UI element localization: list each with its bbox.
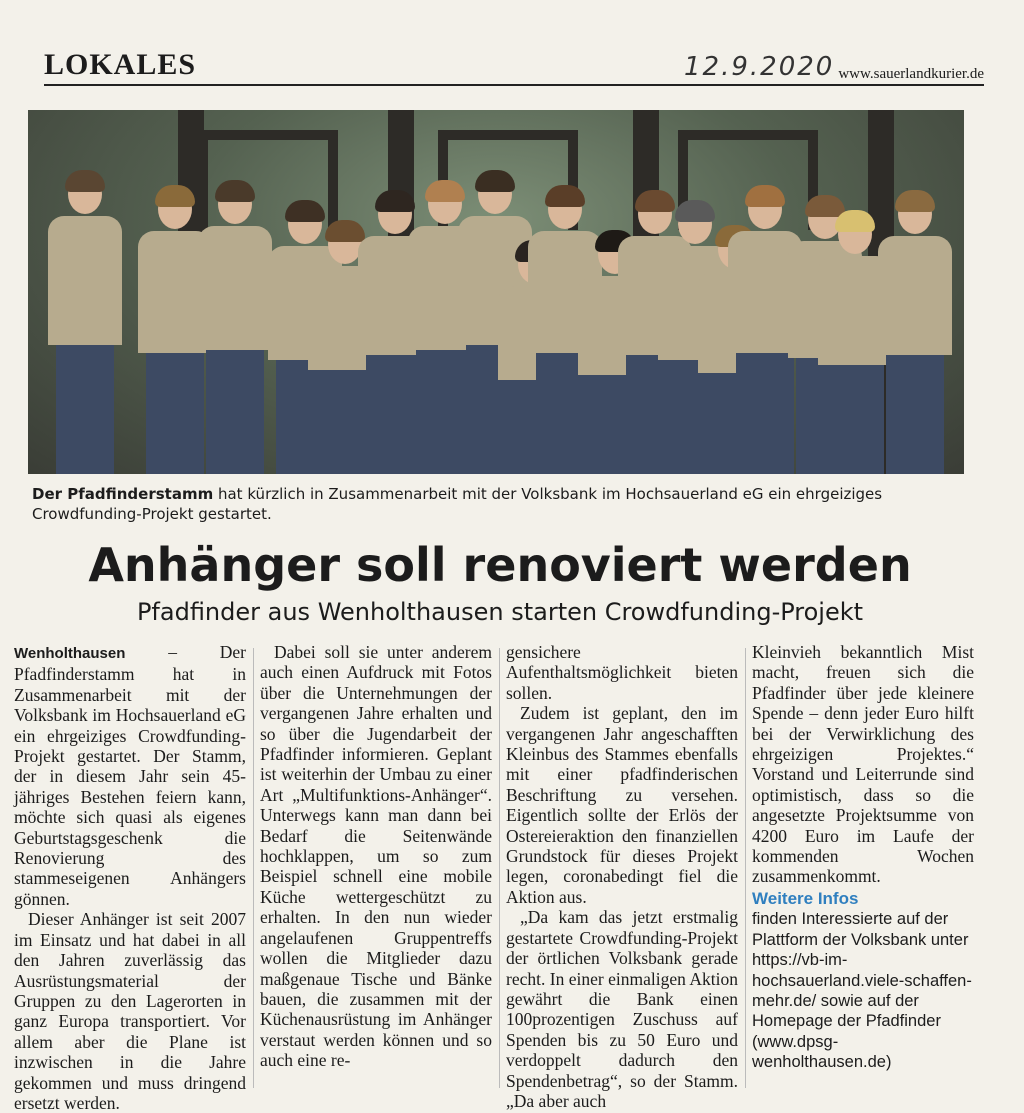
article-subheadline: Pfadfinder aus Wenholthausen starten Crowdfunding-Projekt — [136, 598, 864, 626]
scout-hair — [215, 180, 255, 202]
website-url: www.sauerlandkurier.de — [838, 66, 984, 82]
dateline-place: Wenholthausen — [14, 645, 126, 662]
scout-legs — [736, 353, 794, 474]
scout-figure — [878, 194, 952, 474]
scout-figure — [198, 184, 272, 474]
info-box-text: finden Interessierte auf der Plattform der Volksbank unter https://vb-im-hochsauerland.viele-schaffen-mehr.de/ sowie auf der Homepage der Pfadfinder (www.dpsg-wenholthausen.de) — [752, 910, 972, 1072]
group-photo — [28, 110, 964, 474]
paragraph: „Da kam das jetzt erstmalig gestartete Crowdfunding-Projekt der örtlichen Volksbank gerade recht. In einer einmaligen Aktion gewährt die Bank einen 100prozentigen Zuschuss auf Spenden bis zu 50 Euro und verdoppelt dadurch den Spendenbetrag“, so der Stamm. „Da aber auch — [506, 907, 738, 1111]
scout-legs — [206, 350, 264, 474]
scout-shirt — [48, 216, 122, 345]
scout-hair — [65, 170, 105, 192]
caption-lead: Der Pfadfinderstamm — [32, 485, 214, 503]
scout-hair — [155, 185, 195, 207]
caption-text: hat kürzlich in Zusammenarbeit mit der Volksbank im Hochsauerland eG ein ehrgeiziges Crowdfunding-Projekt gestartet. — [32, 485, 883, 523]
scout-shirt — [878, 236, 952, 355]
handwritten-date: 12.9.2020 — [684, 52, 835, 82]
scout-hair — [285, 200, 325, 222]
article-column-1 — [14, 642, 246, 1113]
paragraph: gensichere Aufenthaltsmöglichkeit bieten sollen. — [506, 642, 738, 703]
page-header — [44, 44, 984, 86]
scout-legs — [886, 355, 944, 474]
scout-hair — [895, 190, 935, 212]
scout-shirt — [198, 226, 272, 350]
paragraph: Dabei soll sie unter anderem auch einen Aufdruck mit Fotos über die Unternehmungen der vergangenen Jahre erhalten und so über die Jugendarbeit der Pfadfinder informieren. Geplant ist weiterhin der Umbau zu einer Art „Multifunktions-Anhänger“. Unterwegs kann man dann bei Bedarf die Seitenwände hochklappen, um so zum Beispiel schnell eine mobile Küche wettergeschützt zu erhalten. In den nun wieder angelaufenen Gruppentreffs wollen die Mitglieder dazu maßgenaue Tische und Bänke bauen, die zusammen mit der Küchenausrüstung im Anhänger verstaut werden können und so auch eine re- — [260, 642, 492, 1071]
paragraph: Dieser Anhänger ist seit 2007 im Einsatz und hat dabei in all den Jahren zuverlässig das Ausrüstungsmaterial der Gruppen zu den Lagerorten in ganz Europa transportiert. Vor allem aber die Plane ist inzwischen in die Jahre gekommen und muss dringend ersetzt werden. — [14, 909, 246, 1113]
scout-hair — [475, 170, 515, 192]
info-box-title: Weitere Infos — [752, 888, 859, 908]
section-title: LOKALES — [44, 48, 197, 81]
paragraph-text: – Der Pfadfinderstamm hat in Zusammenarbeit mit der Volksbank im Hochsauerland eG ein ehrgeiziges Crowdfunding-Projekt gestartet. Der Stamm, der in diesem Jahr sein 45-jähriges Bestehen feiern kann, möchte sich quasi als eigenes Geburtstagsgeschenk die Renovierung des stammeseigenen Anhängers gönnen. — [14, 642, 246, 909]
article-column-4 — [752, 642, 974, 1073]
column-divider — [745, 648, 746, 1088]
article-column-3 — [506, 642, 738, 1111]
header-rule — [44, 84, 984, 86]
column-divider — [253, 648, 254, 1088]
paragraph: Zudem ist geplant, den im vergangenen Jahr angeschafften Kleinbus des Stammes ebenfalls mit einer pfadfinderischen Beschriftung zu versehen. Eigentlich sollte der Erlös der Ostereieraktion den finanziellen Grundstock für dieses Projekt legen, coronabedingt fiel die Aktion aus. — [506, 703, 738, 907]
scout-legs — [56, 345, 114, 474]
article-headline: Anhänger soll renoviert werden — [88, 538, 912, 592]
group-of-scouts — [28, 174, 964, 474]
scout-figure — [48, 174, 122, 474]
photo-caption — [32, 484, 972, 524]
paragraph: Kleinvieh bekanntlich Mist macht, freuen sich die Pfadfinder über jede kleinere Spende – denn jeder Euro hilft bei der Verwirklichung des ehrgeizigen Projektes.“ Vorstand und Leiterrunde sind optimistisch, dass so die angesetzte Projektsumme von 4200 Euro im Laufe der kommenden Wochen zusammenkommt. — [752, 642, 974, 887]
column-divider — [499, 648, 500, 1088]
scout-legs — [826, 365, 884, 474]
scout-hair — [545, 185, 585, 207]
article-column-2 — [260, 642, 492, 1071]
scout-hair — [675, 200, 715, 222]
scout-hair — [745, 185, 785, 207]
scout-hair — [835, 210, 875, 232]
scout-legs — [146, 353, 204, 474]
paragraph — [14, 642, 246, 909]
